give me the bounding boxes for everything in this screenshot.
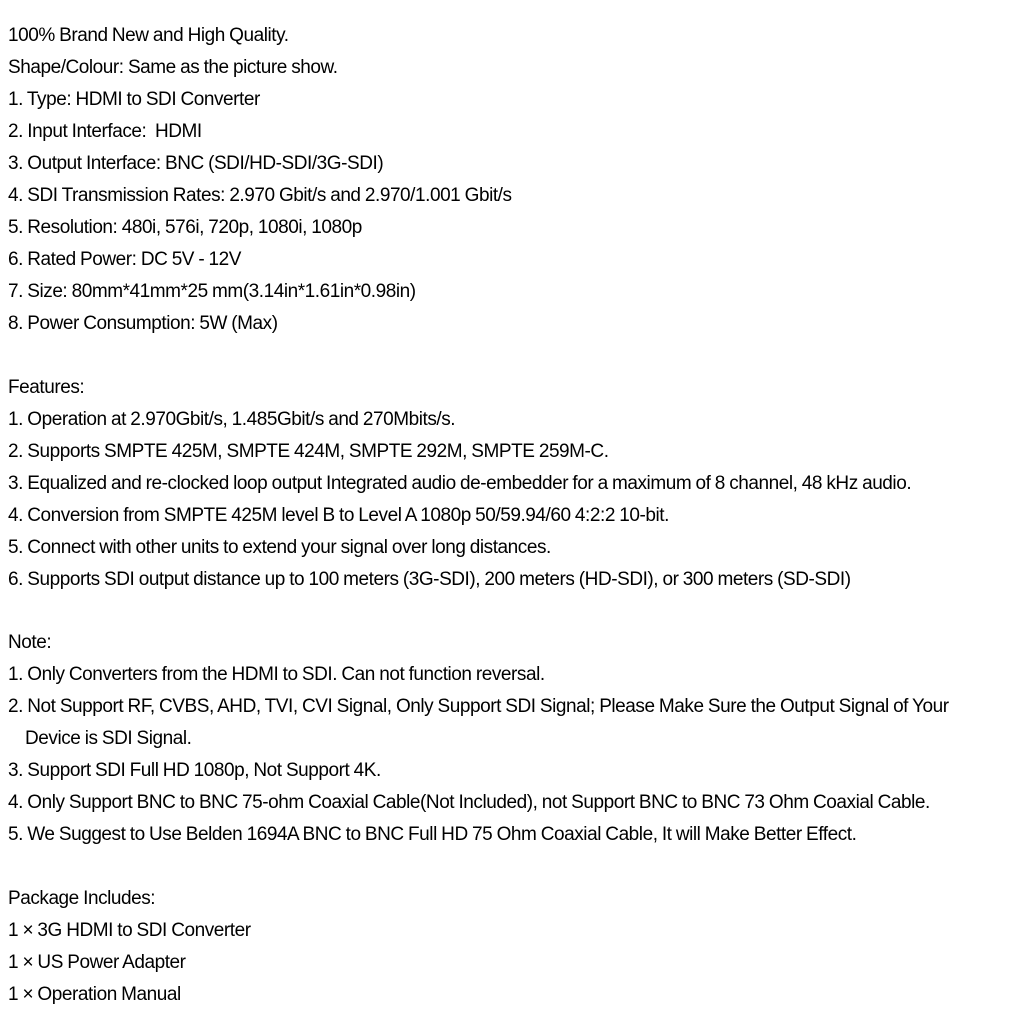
note-item-continuation: Device is SDI Signal. <box>25 728 192 749</box>
note-item: 5. We Suggest to Use Belden 1694A BNC to BNC Full HD 75 Ohm Coaxial Cable, It will Make Better Effect. <box>8 824 857 845</box>
section-gap <box>8 596 1020 628</box>
spec-size: 7. Size: 80mm*41mm*25 mm(3.14in*1.61in*0.98in) <box>8 281 416 302</box>
spec-type: 1. Type: HDMI to SDI Converter <box>8 89 260 110</box>
package-item: 1 × US Power Adapter <box>8 951 186 973</box>
note-section <box>8 627 1020 851</box>
features-section <box>8 372 1020 596</box>
package-item: 1 × Operation Manual <box>8 983 181 1005</box>
intro-section <box>8 20 1020 84</box>
package-heading: Package Includes: <box>8 887 156 909</box>
feature-item: 6. Supports SDI output distance up to 100 meters (3G-SDI), 200 meters (HD-SDI), or 300 meters (SD-SDI) <box>8 568 851 590</box>
package-section <box>8 883 1020 1011</box>
features-heading: Features: <box>8 376 85 398</box>
package-item: 1 × 3G HDMI to SDI Converter <box>8 919 251 941</box>
spec-power-consumption: 8. Power Consumption: 5W (Max) <box>8 313 278 334</box>
spec-transmission-rates: 4. SDI Transmission Rates: 2.970 Gbit/s and 2.970/1.001 Gbit/s <box>8 185 512 206</box>
feature-item: 1. Operation at 2.970Gbit/s, 1.485Gbit/s and 270Mbits/s. <box>8 408 456 430</box>
feature-item: 5. Connect with other units to extend your signal over long distances. <box>8 536 551 558</box>
intro-line-quality: 100% Brand New and High Quality. <box>8 25 289 46</box>
section-gap <box>8 851 1020 883</box>
note-item: 3. Support SDI Full HD 1080p, Not Support 4K. <box>8 760 381 781</box>
note-heading: Note: <box>8 632 52 653</box>
intro-line-shape: Shape/Colour: Same as the picture show. <box>8 57 338 78</box>
note-item: 4. Only Support BNC to BNC 75-ohm Coaxial Cable(Not Included), not Support BNC to BNC 73 Ohm Coaxial Cable. <box>8 792 930 813</box>
feature-item: 3. Equalized and re-clocked loop output Integrated audio de-embedder for a maximum of 8 channel, 48 kHz audio. <box>8 472 912 494</box>
note-item: 2. Not Support RF, CVBS, AHD, TVI, CVI Signal, Only Support SDI Signal; Please Make Sure the Output Signal of Your <box>8 696 949 717</box>
section-gap <box>8 340 1020 372</box>
feature-item: 4. Conversion from SMPTE 425M level B to Level A 1080p 50/59.94/60 4:2:2 10-bit. <box>8 504 669 526</box>
product-description <box>8 20 1020 1011</box>
spec-input-interface: 2. Input Interface: HDMI <box>8 121 202 142</box>
note-item: 1. Only Converters from the HDMI to SDI. Can not function reversal. <box>8 664 545 685</box>
spec-output-interface: 3. Output Interface: BNC (SDI/HD-SDI/3G-SDI) <box>8 153 384 174</box>
spec-rated-power: 6. Rated Power: DC 5V - 12V <box>8 249 242 270</box>
feature-item: 2. Supports SMPTE 425M, SMPTE 424M, SMPTE 292M, SMPTE 259M-C. <box>8 440 609 462</box>
specs-section <box>8 84 1020 340</box>
spec-resolution: 5. Resolution: 480i, 576i, 720p, 1080i, 1080p <box>8 217 362 238</box>
